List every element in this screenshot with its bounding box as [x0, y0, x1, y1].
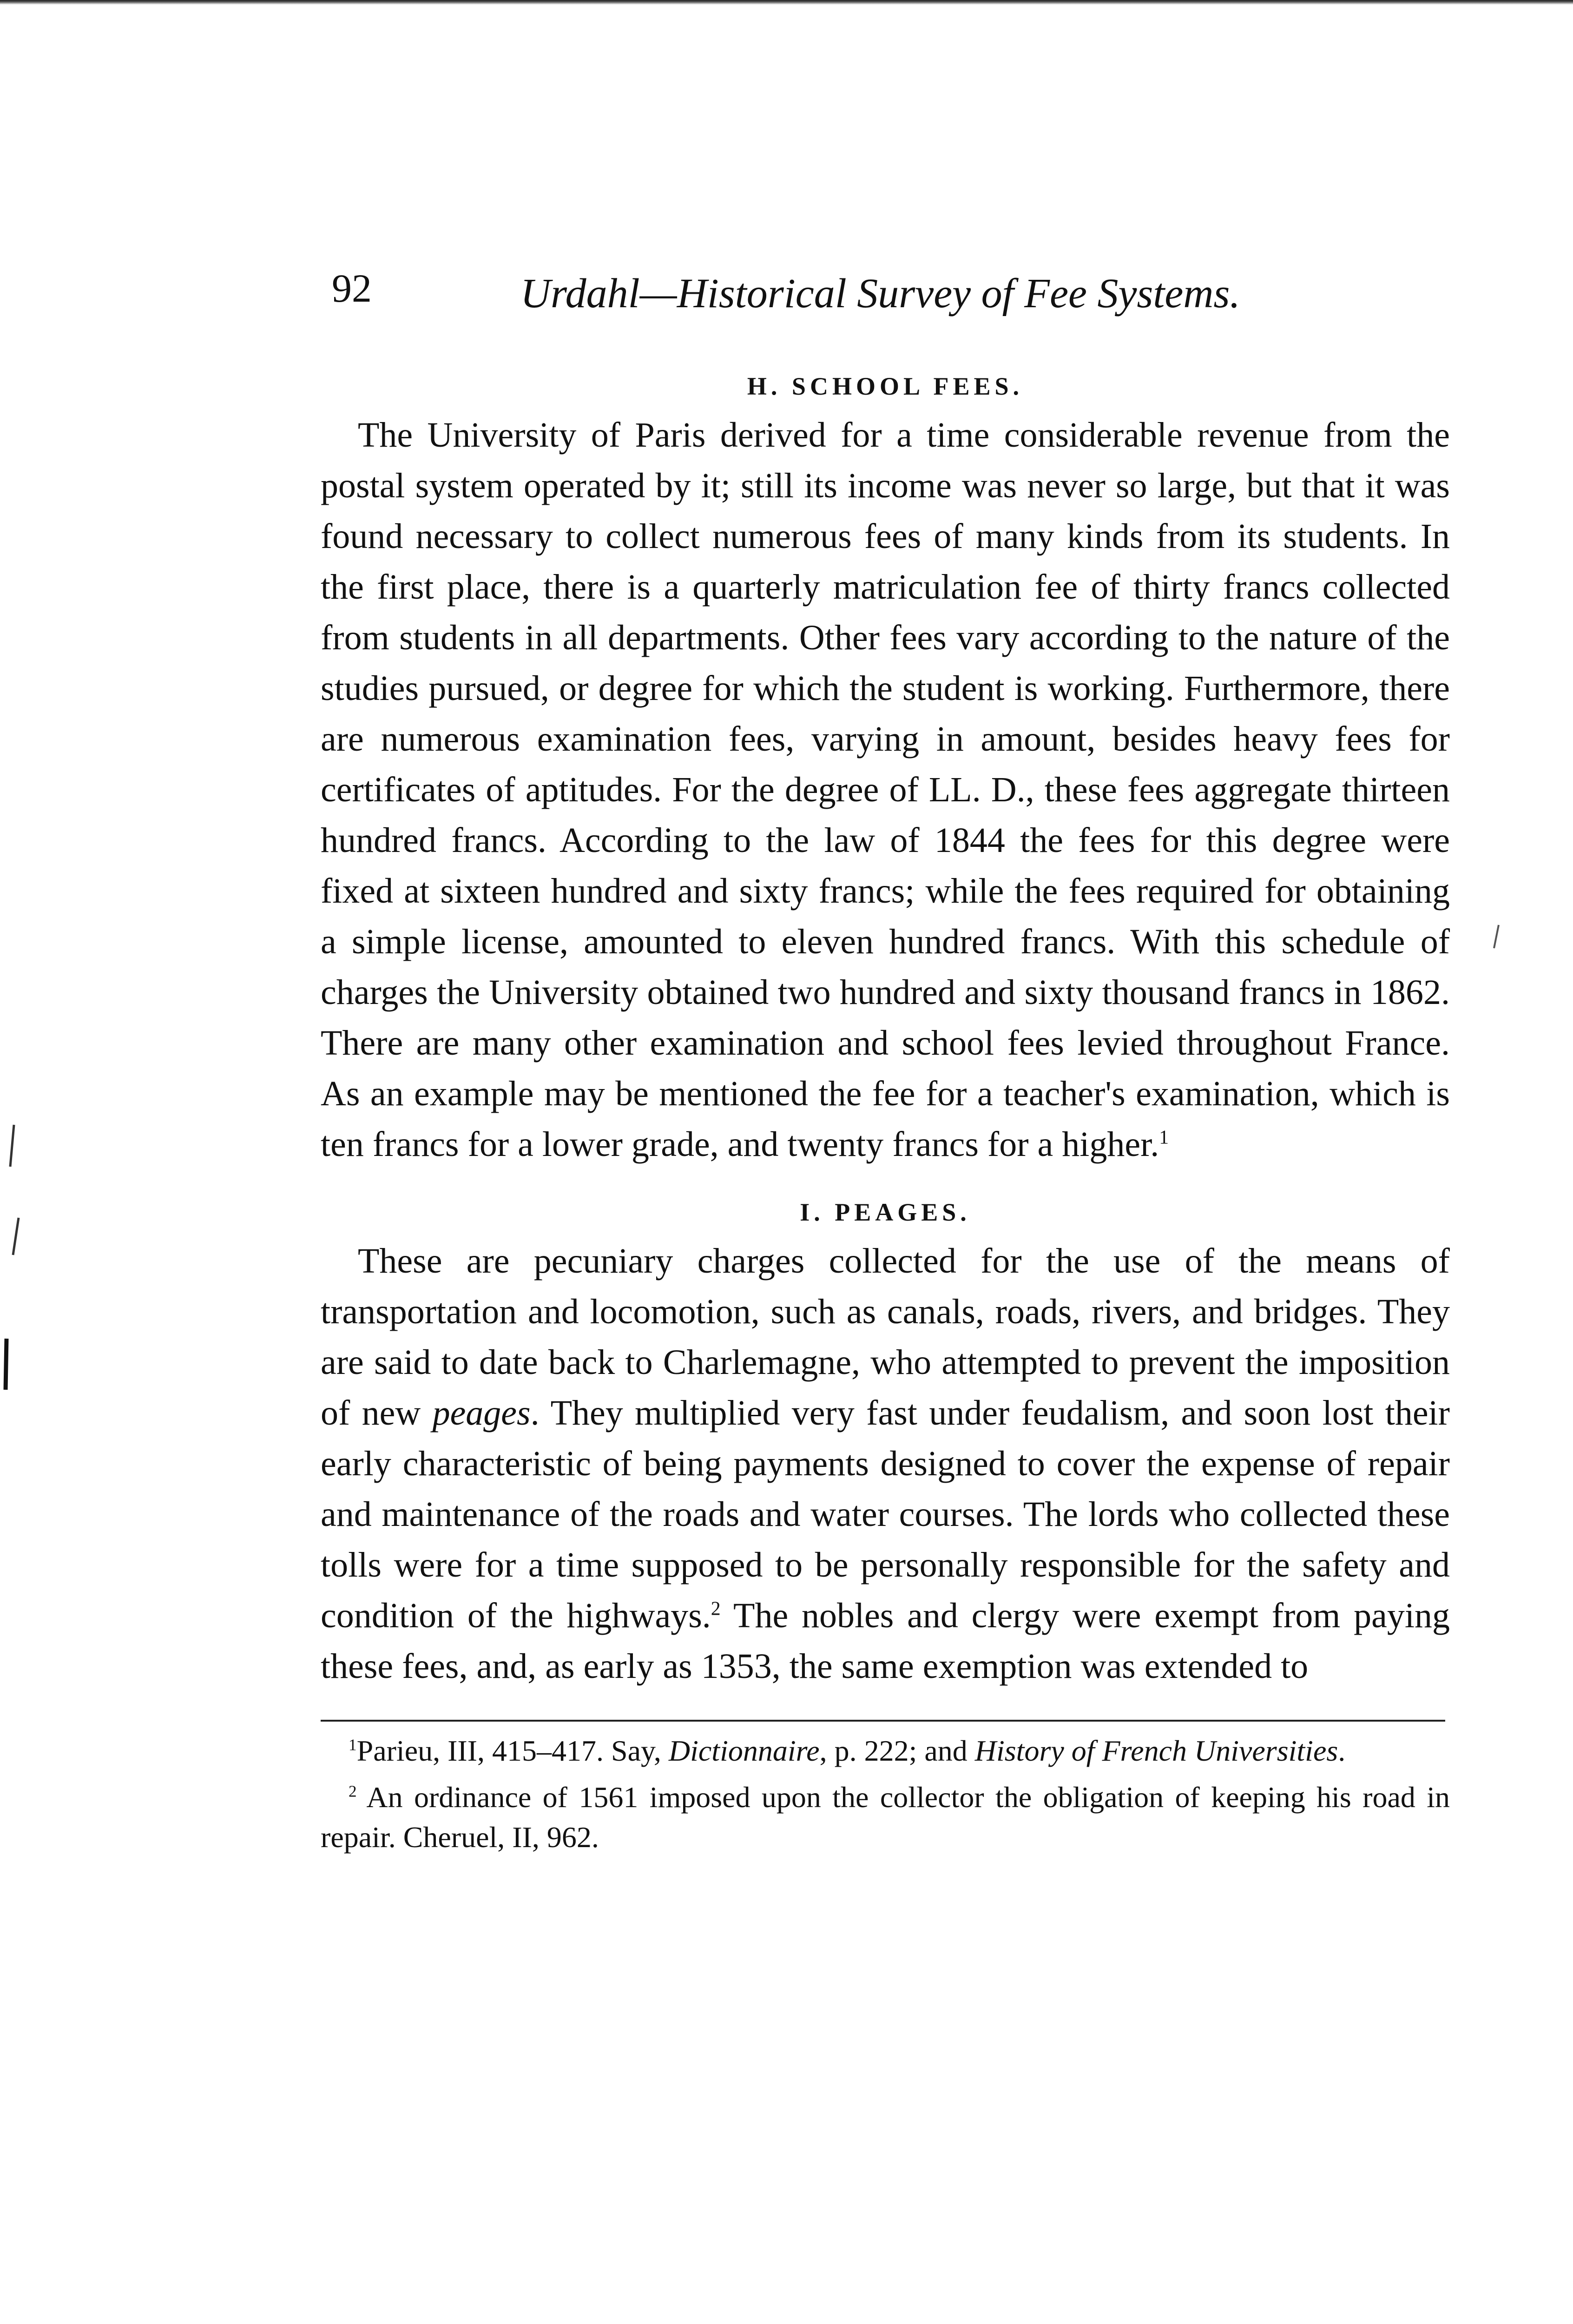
footnote-1-text-2: , p. 222; and	[819, 1734, 975, 1767]
footnote-1-text-1: Parieu, III, 415–417. Say,	[356, 1734, 669, 1767]
paragraph-school-fees	[321, 410, 1450, 1170]
footnote-rule	[321, 1720, 1445, 1722]
running-title: Urdahl—Historical Survey of Fee Systems.	[520, 271, 1240, 317]
page-number: 92	[332, 266, 372, 310]
margin-mark-4	[1494, 925, 1499, 948]
margin-mark-1	[10, 1125, 14, 1167]
footnote-2-marker: 2	[349, 1782, 357, 1801]
paragraph-school-fees-text: The University of Paris derived for a time considerable revenue from the postal system operated by it; still its income was never so large, but that it was found necessary to collect numerous fees of many kinds from its students. In the first place, there is a quarterly matriculation fee of thirty francs collected from students in all departments. Other fees vary according to the nature of the studies pursued, or degree for which the student is working. Furthermore, there are numerous examination fees, varying in amount, besides heavy fees for certificates of aptitudes. For the degree of LL. D., these fees aggregate thirteen hundred francs. According to the law of 1844 the fees for this degree were fixed at sixteen hundred and sixty francs; while the fees required for obtaining a simple license, amounted to eleven hundred francs. With this schedule of charges the University obtained two hundred and sixty thousand francs in 1862. There are many other examination and school fees levied throughout France. As an example may be mentioned the fee for a teacher's examination, which is ten francs for a lower grade, and twenty francs for a higher.	[321, 416, 1450, 1164]
page-content	[321, 260, 1450, 1857]
paragraph-peages	[321, 1236, 1450, 1692]
margin-mark-3	[6, 1339, 7, 1390]
footnote-ref-1: 1	[1159, 1127, 1169, 1149]
footnote-ref-2: 2	[711, 1598, 721, 1620]
paragraph-peages-italic: peages	[432, 1393, 531, 1433]
paragraph-peages-text-3: The nobles and clergy were exempt from paying these fees, and, as early as 1353, the same exemption was extended to	[321, 1596, 1450, 1686]
footnote-2-text: An ordinance of 1561 imposed upon the collector the obligation of keeping his road in repair. Cheruel, II, 962.	[321, 1781, 1450, 1854]
paragraph-peages-text-1: These are pecuniary charges collected for the use of the means of transportation and locomotion, such as canals, roads, rivers, and bridges. They are said to date back to Charlemagne, who attempted to prevent the imposition of new	[321, 1241, 1450, 1433]
footnote-1-text-3: .	[1338, 1734, 1346, 1767]
paragraph-peages-text-2: . They multiplied very fast under feudalism, and soon lost their early characteristic of being payments designed to cover the expense of repair and maintenance of the roads and water courses. The lords who collected these tolls were for a time supposed to be personally responsible for the safety and condition of the highways.	[321, 1393, 1450, 1635]
footnote-1-marker: 1	[349, 1736, 357, 1754]
scan-edge-top	[0, 0, 1573, 5]
running-head	[321, 260, 1450, 316]
footnote-1	[321, 1731, 1450, 1771]
margin-mark-2	[13, 1218, 19, 1255]
section-heading-peages: I. PEAGES.	[800, 1198, 971, 1226]
footnote-1-italic-1: Dictionnaire	[668, 1734, 820, 1767]
section-heading-school-fees: H. SCHOOL FEES.	[747, 372, 1024, 400]
footnote-1-italic-2: History of French Universities	[974, 1734, 1338, 1767]
footnote-2	[321, 1777, 1450, 1857]
